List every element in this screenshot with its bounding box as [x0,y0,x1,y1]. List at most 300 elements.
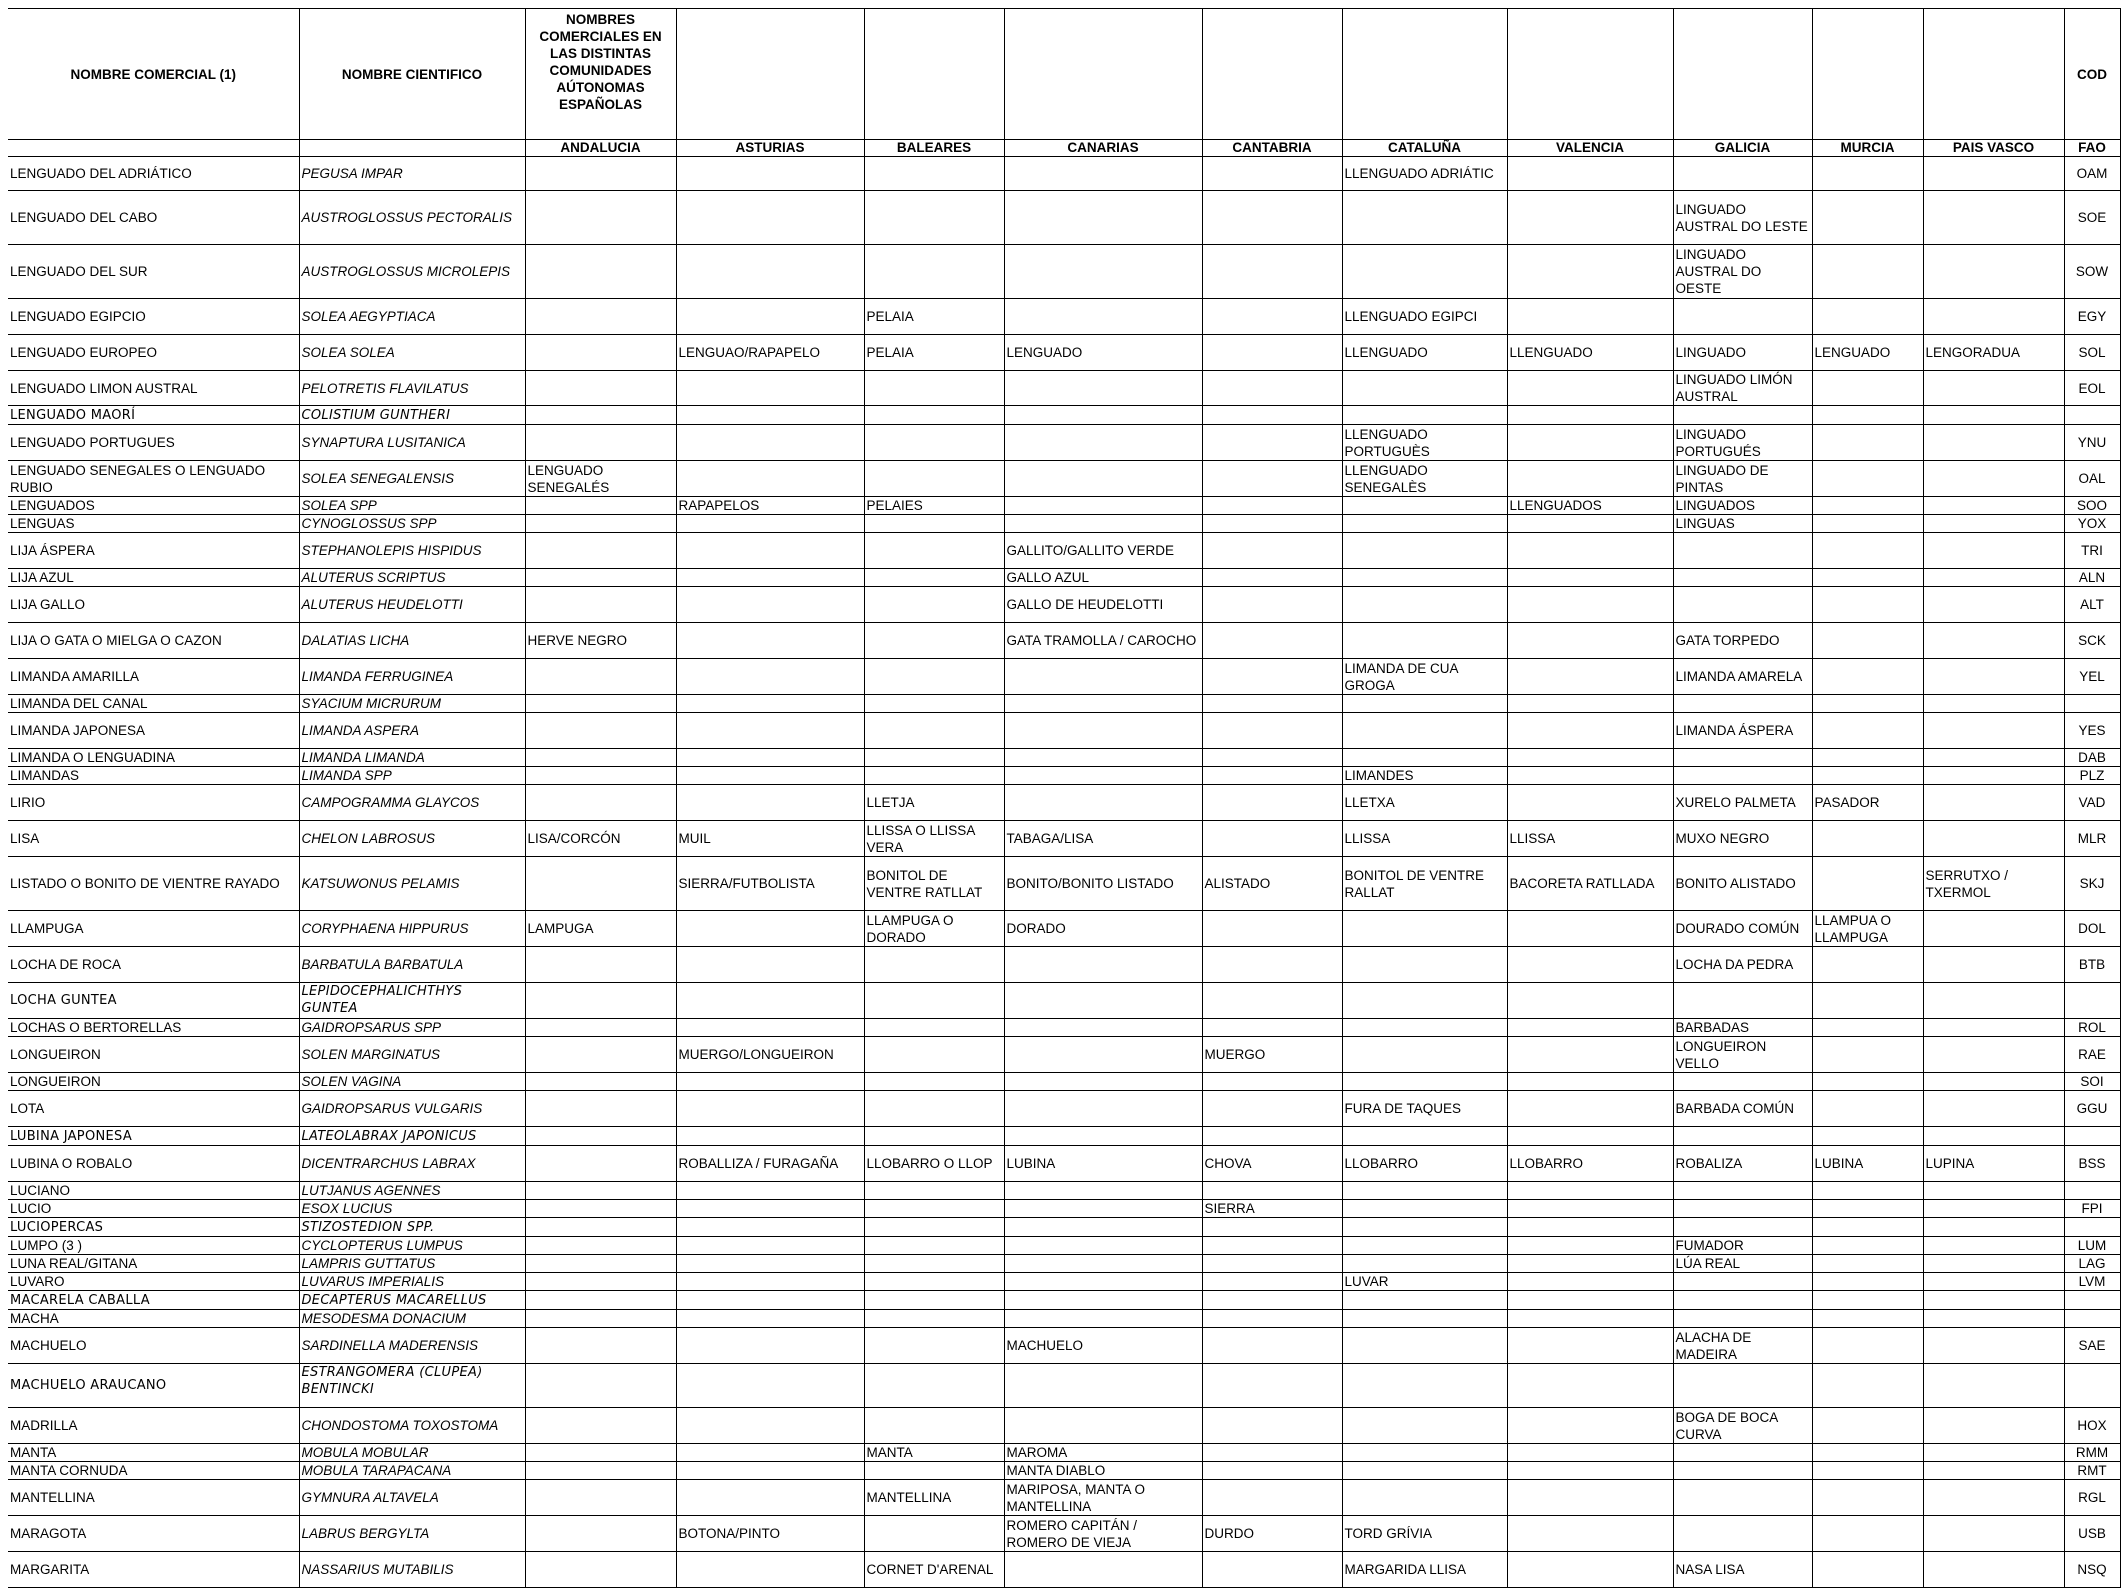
cell-fao-code: PLZ [2064,767,2120,785]
cell-cataluna [1342,515,1507,533]
header-region: GALICIA [1673,140,1812,157]
cell-fao-code: GGU [2064,1091,2120,1127]
cell-cantabria [1202,497,1342,515]
cell-nombre-cientifico: CYCLOPTERUS LUMPUS [299,1237,525,1255]
cell-cataluna: MARGARIDA LLISA [1342,1552,1507,1588]
cell-baleares: LLETJA [864,785,1004,821]
cell-nombre-comercial: LIJA ÁSPERA [8,533,299,569]
cell-nombre-cientifico: CAMPOGRAMMA GLAYCOS [299,785,525,821]
cell-pais-vasco [1923,1516,2064,1552]
cell-cantabria [1202,1408,1342,1444]
cell-murcia: LUBINA [1812,1146,1923,1182]
cell-valencia [1507,1182,1673,1200]
cell-baleares [864,569,1004,587]
cell-nombre-cientifico: STEPHANOLEPIS HISPIDUS [299,533,525,569]
cell-andalucia [525,1237,676,1255]
table-row [8,695,2120,713]
cell-pais-vasco [1923,947,2064,983]
cell-baleares [864,767,1004,785]
cell-valencia [1507,1091,1673,1127]
cell-asturias [676,947,864,983]
cell-nombre-comercial: LENGUADO DEL ADRIÁTICO [8,157,299,191]
cell-fao-code: ALN [2064,569,2120,587]
table-row [8,1480,2120,1516]
cell-fao-code: HOX [2064,1408,2120,1444]
cell-cataluna [1342,587,1507,623]
cell-galicia: LÚA REAL [1673,1255,1812,1273]
cell-pais-vasco [1923,1091,2064,1127]
cell-galicia [1673,1218,1812,1237]
cell-asturias [676,533,864,569]
cell-canarias [1004,1037,1202,1073]
cell-fao-code [2064,1218,2120,1237]
cell-canarias [1004,1552,1202,1588]
cell-andalucia [525,1019,676,1037]
cell-nombre-comercial: LISTADO O BONITO DE VIENTRE RAYADO [8,857,299,911]
cell-andalucia [525,406,676,425]
table-row [8,1444,2120,1462]
cell-fao-code: SAE [2064,1328,2120,1364]
header-region: CANARIAS [1004,140,1202,157]
cell-andalucia [525,1182,676,1200]
cell-asturias: MUERGO/LONGUEIRON [676,1037,864,1073]
cell-nombre-comercial: MARAGOTA [8,1516,299,1552]
cell-baleares: LLAMPUGA O DORADO [864,911,1004,947]
cell-canarias [1004,785,1202,821]
cell-cantabria [1202,245,1342,299]
cell-baleares [864,587,1004,623]
table-row [8,1462,2120,1480]
cell-andalucia [525,1218,676,1237]
cell-pais-vasco [1923,1273,2064,1291]
cell-valencia [1507,1480,1673,1516]
cell-nombre-comercial: MACHUELO [8,1328,299,1364]
cell-cataluna [1342,1127,1507,1146]
cell-asturias [676,1218,864,1237]
cell-cantabria [1202,1480,1342,1516]
cell-cataluna [1342,371,1507,406]
cell-cataluna [1342,1200,1507,1218]
cell-nombre-cientifico: GAIDROPSARUS VULGARIS [299,1091,525,1127]
cell-nombre-cientifico: LIMANDA SPP [299,767,525,785]
cell-valencia [1507,983,1673,1019]
cell-galicia: LINGUADO AUSTRAL DO LESTE [1673,191,1812,245]
cell-cantabria [1202,461,1342,497]
cell-andalucia [525,659,676,695]
cell-baleares: BONITOL DE VENTRE RATLLAT [864,857,1004,911]
cell-baleares: PELAIES [864,497,1004,515]
cell-asturias [676,1462,864,1480]
cell-murcia [1812,1073,1923,1091]
cell-valencia [1507,1408,1673,1444]
cell-galicia: LOCHA DA PEDRA [1673,947,1812,983]
cell-asturias [676,983,864,1019]
cell-valencia [1507,1218,1673,1237]
cell-canarias [1004,713,1202,749]
cell-pais-vasco [1923,371,2064,406]
cell-baleares [864,659,1004,695]
cell-andalucia [525,587,676,623]
cell-cataluna: BONITOL DE VENTRE RALLAT [1342,857,1507,911]
cell-murcia [1812,1480,1923,1516]
cell-pais-vasco [1923,1310,2064,1328]
table-row [8,659,2120,695]
cell-murcia [1812,191,1923,245]
cell-galicia: LONGUEIRON VELLO [1673,1037,1812,1073]
cell-asturias [676,749,864,767]
header-blank [1342,9,1507,140]
cell-valencia [1507,695,1673,713]
cell-asturias [676,1444,864,1462]
cell-baleares [864,749,1004,767]
cell-cantabria [1202,1255,1342,1273]
table-row [8,587,2120,623]
cell-cantabria [1202,335,1342,371]
cell-murcia [1812,371,1923,406]
cell-cataluna [1342,1182,1507,1200]
cell-canarias [1004,1310,1202,1328]
cell-cataluna [1342,983,1507,1019]
cell-cataluna: LLOBARRO [1342,1146,1507,1182]
cell-asturias [676,623,864,659]
cell-baleares [864,1237,1004,1255]
cell-cataluna: LLENGUADO SENEGALÈS [1342,461,1507,497]
cell-nombre-comercial: LISA [8,821,299,857]
cell-valencia [1507,587,1673,623]
cell-fao-code: SOI [2064,1073,2120,1091]
cell-cataluna [1342,1480,1507,1516]
cell-cantabria [1202,406,1342,425]
cell-canarias: LUBINA [1004,1146,1202,1182]
cell-asturias [676,911,864,947]
header-region: MURCIA [1812,140,1923,157]
table-row [8,983,2120,1019]
cell-canarias [1004,406,1202,425]
cell-nombre-comercial: MADRILLA [8,1408,299,1444]
cell-cataluna: LLENGUADO PORTUGUÈS [1342,425,1507,461]
cell-canarias [1004,1182,1202,1200]
cell-pais-vasco [1923,497,2064,515]
cell-cantabria [1202,695,1342,713]
cell-asturias [676,515,864,533]
cell-nombre-cientifico: COLISTIUM GUNTHERI [299,406,525,425]
cell-fao-code: EGY [2064,299,2120,335]
cell-nombre-comercial: LENGUADO SENEGALES O LENGUADO RUBIO [8,461,299,497]
cell-cataluna [1342,1462,1507,1480]
cell-pais-vasco [1923,767,2064,785]
cell-galicia [1673,1310,1812,1328]
cell-cantabria [1202,371,1342,406]
cell-nombre-cientifico: SOLEA SOLEA [299,335,525,371]
cell-valencia [1507,1516,1673,1552]
cell-pais-vasco: SERRUTXO / TXERMOL [1923,857,2064,911]
cell-nombre-comercial: LUCIO [8,1200,299,1218]
cell-murcia [1812,1462,1923,1480]
cell-galicia: LINGUADOS [1673,497,1812,515]
cell-pais-vasco [1923,515,2064,533]
cell-cataluna [1342,1310,1507,1328]
cell-nombre-cientifico: LABRUS BERGYLTA [299,1516,525,1552]
cell-fao-code: SKJ [2064,857,2120,911]
cell-pais-vasco [1923,713,2064,749]
cell-galicia: ALACHA DE MADEIRA [1673,1328,1812,1364]
cell-asturias [676,659,864,695]
cell-valencia [1507,1328,1673,1364]
cell-valencia [1507,623,1673,659]
cell-galicia [1673,1291,1812,1310]
cell-nombre-cientifico: ESTRANGOMERA (CLUPEA) BENTINCKI [299,1364,525,1408]
cell-valencia [1507,1444,1673,1462]
cell-nombre-cientifico: PEGUSA IMPAR [299,157,525,191]
cell-baleares [864,515,1004,533]
cell-pais-vasco [1923,695,2064,713]
cell-andalucia [525,947,676,983]
table-row [8,191,2120,245]
cell-murcia [1812,1273,1923,1291]
cell-galicia [1673,1200,1812,1218]
cell-andalucia [525,1146,676,1182]
cell-murcia [1812,713,1923,749]
cell-cataluna [1342,1237,1507,1255]
table-row [8,406,2120,425]
table-row [8,157,2120,191]
cell-nombre-cientifico: NASSARIUS MUTABILIS [299,1552,525,1588]
table-row [8,1328,2120,1364]
cell-murcia [1812,695,1923,713]
cell-andalucia [525,1408,676,1444]
cell-nombre-comercial: MANTELLINA [8,1480,299,1516]
cell-andalucia [525,1073,676,1091]
cell-valencia [1507,569,1673,587]
cell-andalucia [525,713,676,749]
cell-murcia [1812,569,1923,587]
cell-asturias [676,1480,864,1516]
cell-cantabria [1202,1310,1342,1328]
cell-cataluna [1342,1255,1507,1273]
cell-nombre-cientifico: ALUTERUS SCRIPTUS [299,569,525,587]
cell-canarias: GALLO AZUL [1004,569,1202,587]
cell-baleares [864,406,1004,425]
table-row [8,1310,2120,1328]
cell-galicia: LINGUADO [1673,335,1812,371]
cell-andalucia: LISA/CORCÓN [525,821,676,857]
cell-baleares: CORNET D'ARENAL [864,1552,1004,1588]
cell-asturias [676,1255,864,1273]
cell-valencia [1507,1037,1673,1073]
cell-valencia [1507,245,1673,299]
table-row [8,767,2120,785]
cell-valencia [1507,191,1673,245]
cell-valencia [1507,1291,1673,1310]
cell-fao-code: ROL [2064,1019,2120,1037]
cell-cataluna [1342,1408,1507,1444]
cell-valencia [1507,1019,1673,1037]
cell-cantabria [1202,947,1342,983]
cell-valencia [1507,1552,1673,1588]
cell-canarias: BONITO/BONITO LISTADO [1004,857,1202,911]
cell-galicia [1673,569,1812,587]
table-row [8,1127,2120,1146]
cell-asturias [676,569,864,587]
cell-andalucia [525,857,676,911]
cell-galicia: NASA LISA [1673,1552,1812,1588]
cell-valencia [1507,1073,1673,1091]
cell-canarias [1004,767,1202,785]
cell-cantabria: MUERGO [1202,1037,1342,1073]
cell-pais-vasco [1923,587,2064,623]
cell-valencia [1507,1310,1673,1328]
cell-murcia [1812,515,1923,533]
cell-cantabria [1202,659,1342,695]
cell-fao-code: TRI [2064,533,2120,569]
table-row [8,1408,2120,1444]
cell-asturias: ROBALLIZA / FURAGAÑA [676,1146,864,1182]
cell-cantabria [1202,1073,1342,1091]
cell-canarias [1004,245,1202,299]
cell-valencia: LLENGUADOS [1507,497,1673,515]
cell-cataluna: LLENGUADO [1342,335,1507,371]
table-row [8,785,2120,821]
cell-nombre-cientifico: SOLEN MARGINATUS [299,1037,525,1073]
cell-baleares [864,245,1004,299]
cell-cantabria [1202,749,1342,767]
cell-pais-vasco [1923,1408,2064,1444]
cell-nombre-comercial: LIJA GALLO [8,587,299,623]
cell-canarias: GALLO DE HEUDELOTTI [1004,587,1202,623]
cell-baleares [864,461,1004,497]
cell-murcia: LLAMPUA O LLAMPUGA [1812,911,1923,947]
cell-pais-vasco [1923,191,2064,245]
header-blank [676,9,864,140]
cell-pais-vasco [1923,1444,2064,1462]
cell-nombre-comercial: LENGUADOS [8,497,299,515]
table-row [8,1364,2120,1408]
cell-nombre-comercial: LIMANDA O LENGUADINA [8,749,299,767]
cell-fao-code: RMM [2064,1444,2120,1462]
cell-nombre-comercial: LOCHA GUNTEA [8,983,299,1019]
cell-baleares [864,191,1004,245]
table-row [8,1273,2120,1291]
cell-pais-vasco [1923,1291,2064,1310]
cell-cantabria [1202,911,1342,947]
header-nombre-cientifico: NOMBRE CIENTIFICO [299,9,525,140]
cell-fao-code: LUM [2064,1237,2120,1255]
species-names-table [8,8,2121,1588]
cell-canarias: LENGUADO [1004,335,1202,371]
cell-nombre-comercial: LONGUEIRON [8,1073,299,1091]
cell-asturias [676,1019,864,1037]
table-row [8,569,2120,587]
cell-nombre-cientifico: AUSTROGLOSSUS PECTORALIS [299,191,525,245]
cell-valencia [1507,461,1673,497]
cell-nombre-cientifico: DECAPTERUS MACARELLUS [299,1291,525,1310]
cell-galicia [1673,533,1812,569]
cell-baleares [864,713,1004,749]
cell-cantabria [1202,767,1342,785]
table-row [8,749,2120,767]
cell-valencia [1507,911,1673,947]
cell-murcia [1812,1328,1923,1364]
cell-baleares [864,1291,1004,1310]
table-row [8,299,2120,335]
cell-andalucia [525,335,676,371]
cell-cantabria [1202,1218,1342,1237]
cell-asturias [676,1182,864,1200]
cell-cataluna: FURA DE TAQUES [1342,1091,1507,1127]
cell-asturias [676,461,864,497]
cell-galicia [1673,1516,1812,1552]
cell-canarias [1004,461,1202,497]
cell-cantabria: DURDO [1202,1516,1342,1552]
cell-murcia [1812,1291,1923,1310]
cell-fao-code [2064,1182,2120,1200]
cell-galicia: LINGUADO DE PINTAS [1673,461,1812,497]
cell-canarias [1004,1408,1202,1444]
cell-nombre-comercial: LOTA [8,1091,299,1127]
cell-andalucia [525,767,676,785]
cell-valencia [1507,749,1673,767]
cell-nombre-cientifico: DALATIAS LICHA [299,623,525,659]
cell-galicia [1673,1444,1812,1462]
cell-asturias [676,157,864,191]
cell-canarias [1004,695,1202,713]
table-row [8,335,2120,371]
cell-cantabria [1202,1291,1342,1310]
cell-cantabria [1202,713,1342,749]
cell-pais-vasco [1923,983,2064,1019]
cell-asturias [676,1237,864,1255]
header-region: CATALUÑA [1342,140,1507,157]
cell-galicia [1673,157,1812,191]
cell-nombre-cientifico: LIMANDA FERRUGINEA [299,659,525,695]
cell-nombre-comercial: LENGUADO DEL SUR [8,245,299,299]
cell-galicia [1673,1462,1812,1480]
cell-andalucia [525,1480,676,1516]
cell-murcia [1812,1516,1923,1552]
table-row [8,857,2120,911]
cell-canarias [1004,983,1202,1019]
cell-fao-code: BSS [2064,1146,2120,1182]
cell-fao-code: ALT [2064,587,2120,623]
cell-cataluna [1342,1218,1507,1237]
cell-canarias [1004,1291,1202,1310]
header-row-regions [8,140,2120,157]
cell-fao-code: SOW [2064,245,2120,299]
cell-canarias [1004,371,1202,406]
cell-murcia [1812,1310,1923,1328]
cell-asturias [676,1273,864,1291]
cell-murcia [1812,1091,1923,1127]
cell-cataluna [1342,695,1507,713]
cell-galicia: DOURADO COMÚN [1673,911,1812,947]
cell-pais-vasco [1923,406,2064,425]
cell-andalucia [525,191,676,245]
cell-asturias [676,1328,864,1364]
cell-cantabria [1202,533,1342,569]
cell-cantabria [1202,983,1342,1019]
cell-cataluna: TORD GRÍVIA [1342,1516,1507,1552]
cell-murcia [1812,983,1923,1019]
cell-valencia [1507,1200,1673,1218]
table-row [8,515,2120,533]
cell-baleares [864,1462,1004,1480]
cell-asturias [676,1408,864,1444]
cell-baleares [864,1310,1004,1328]
cell-cataluna [1342,245,1507,299]
cell-asturias [676,1091,864,1127]
cell-fao-code: YNU [2064,425,2120,461]
cell-cataluna: LLETXA [1342,785,1507,821]
